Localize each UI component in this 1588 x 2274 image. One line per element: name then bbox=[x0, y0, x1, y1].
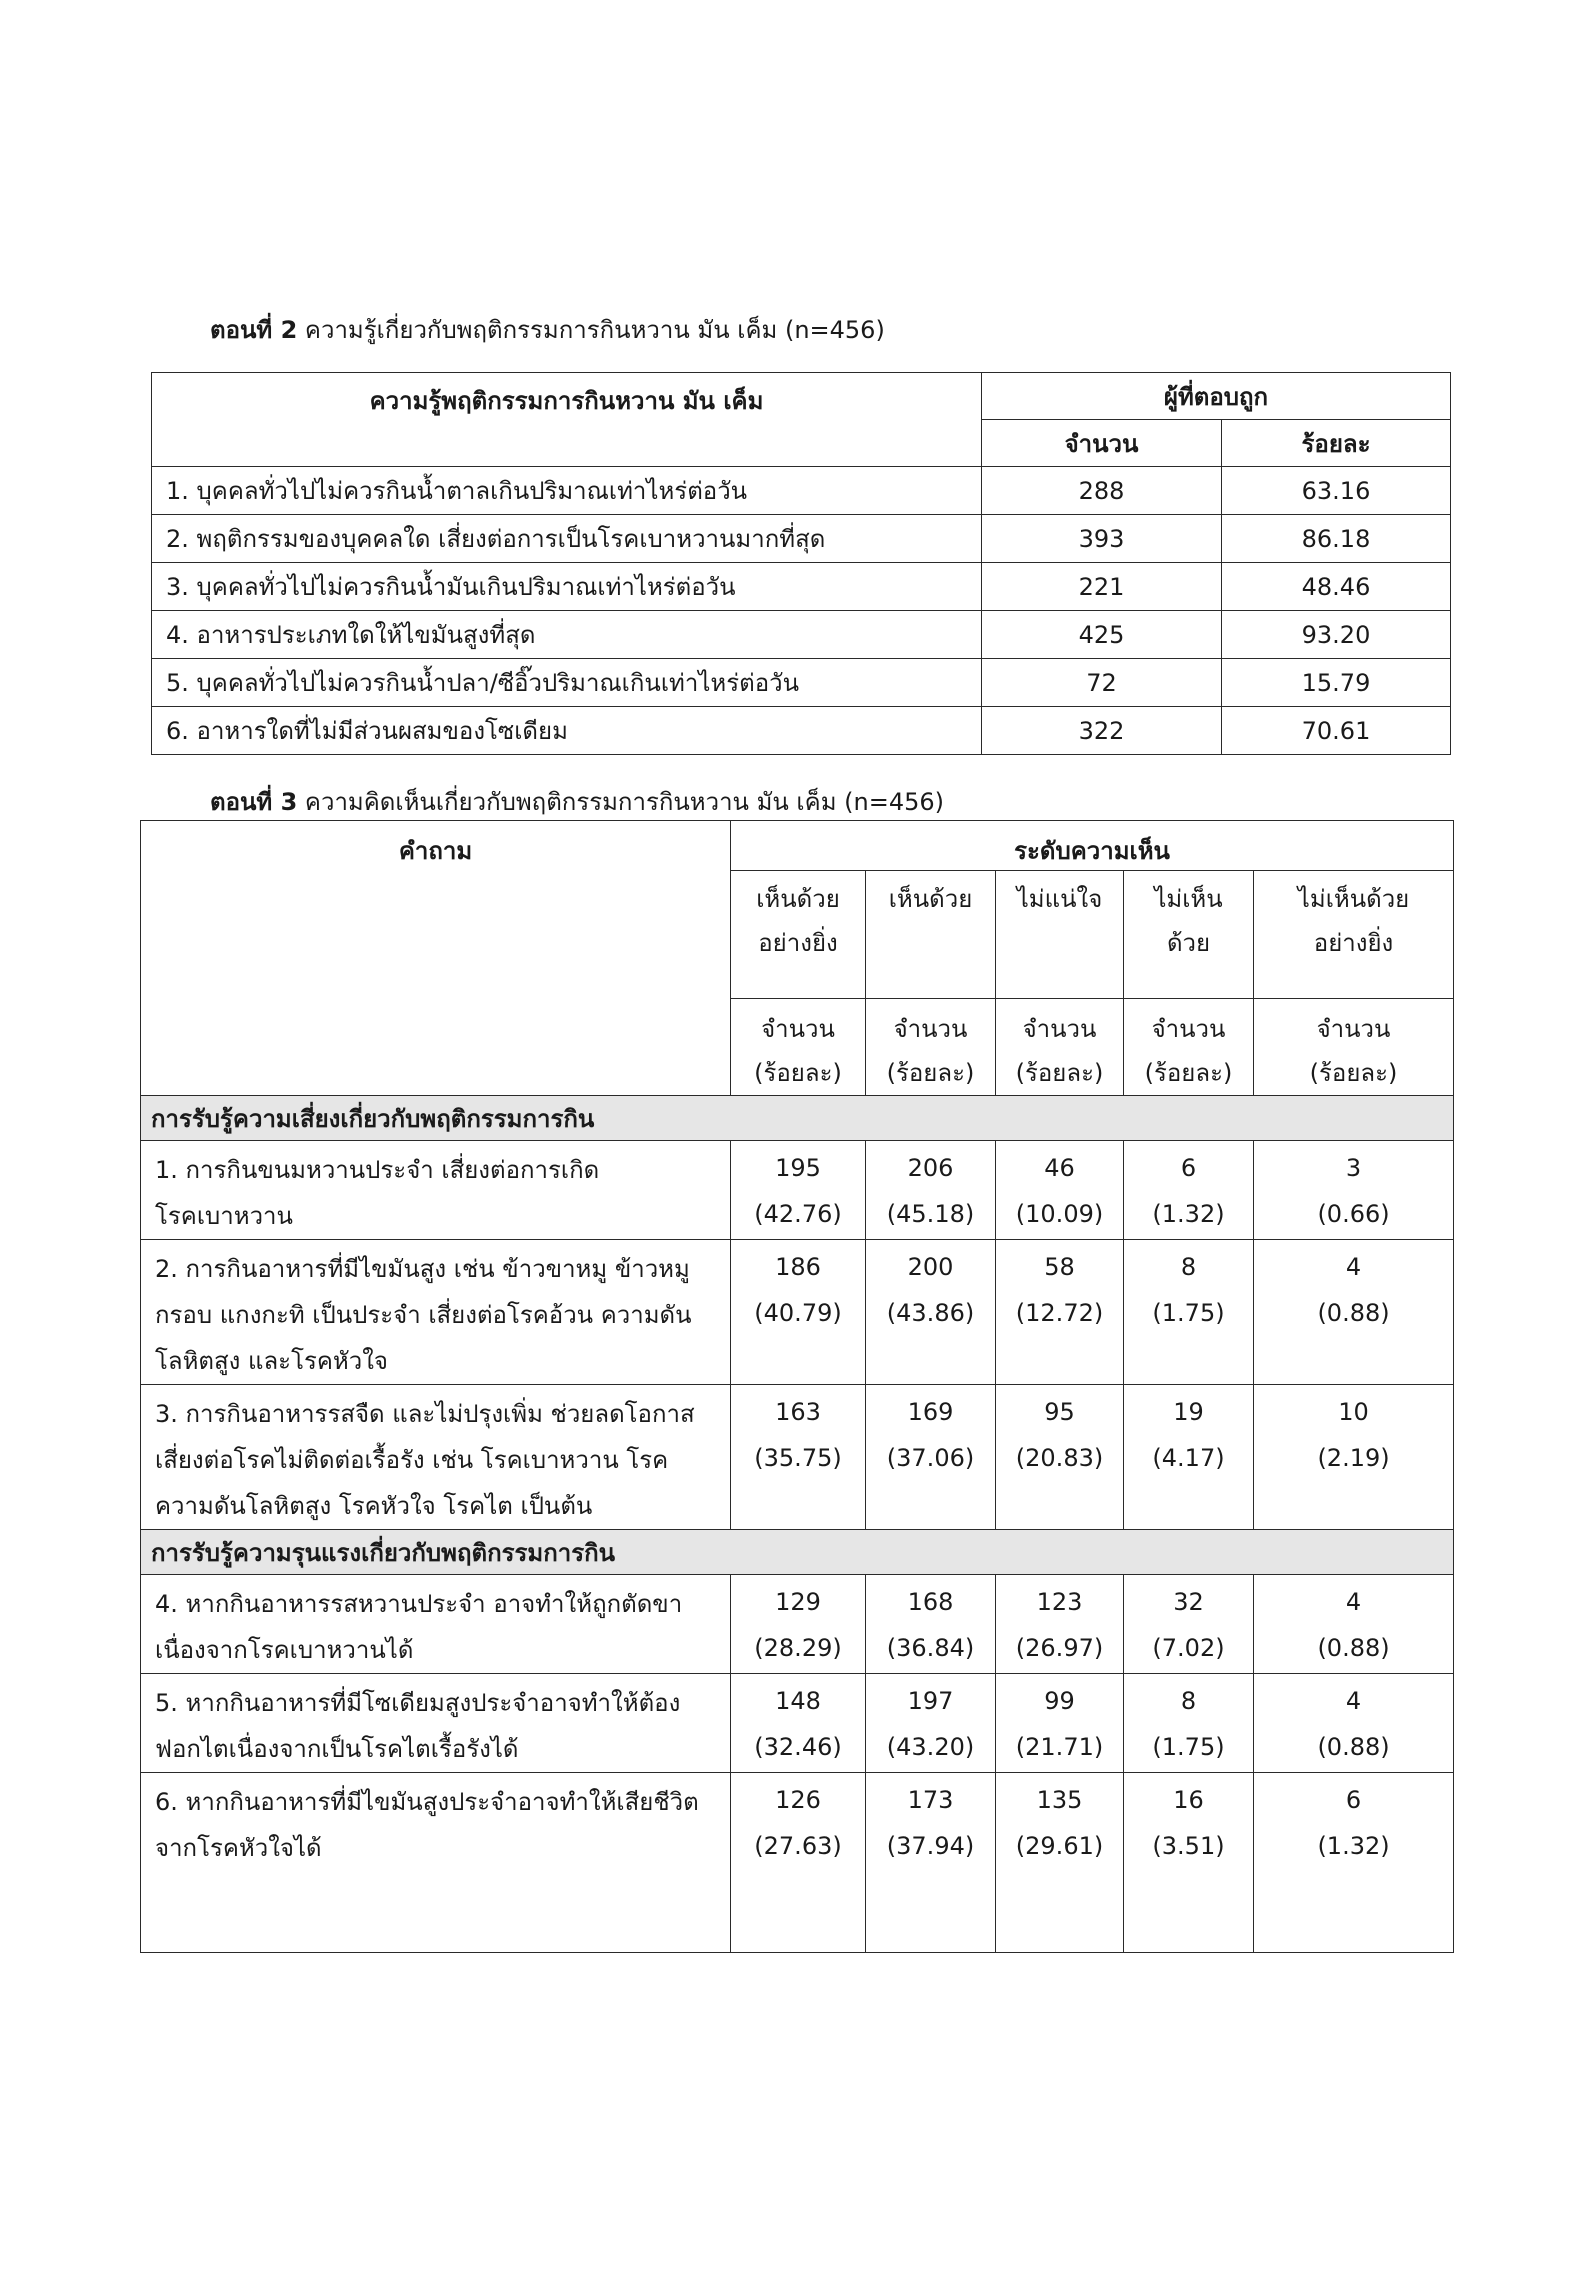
level-label-line1: ไม่เห็นด้วย bbox=[1297, 885, 1410, 913]
unit-header bbox=[996, 999, 1124, 1096]
opinion-cell bbox=[1124, 1385, 1254, 1530]
question-line: 1. การกินขนมหวานประจำ เสี่ยงต่อการเกิด bbox=[155, 1156, 600, 1184]
section-title: การรับรู้ความเสี่ยงเกี่ยวกับพฤติกรรมการกิน bbox=[141, 1096, 1454, 1141]
question-text: 3. บุคคลทั่วไปไม่ควรกินน้ำมันเกินปริมาณเท่าไหร่ต่อวัน bbox=[152, 563, 982, 611]
opinion-percent: (36.84) bbox=[886, 1634, 975, 1662]
opinion-cell bbox=[996, 1385, 1124, 1530]
question-line: 3. การกินอาหารรสจืด และไม่ปรุงเพิ่ม ช่วยลดโอกาส bbox=[155, 1400, 695, 1428]
question-line: โลหิตสูง และโรคหัวใจ bbox=[155, 1347, 388, 1375]
unit-percent: (ร้อยละ) bbox=[886, 1059, 975, 1087]
part3-caption bbox=[210, 782, 944, 821]
opinion-cell bbox=[996, 1773, 1124, 1953]
opinion-percent: (20.83) bbox=[1015, 1444, 1104, 1472]
header-level: ระดับความเห็น bbox=[731, 821, 1454, 871]
table-row bbox=[152, 611, 1451, 659]
unit-count: จำนวน bbox=[1022, 1015, 1097, 1043]
opinion-count: 168 bbox=[907, 1588, 954, 1616]
level-label-line1: ไม่แน่ใจ bbox=[1016, 885, 1103, 913]
question-line: 2. การกินอาหารที่มีไขมันสูง เช่น ข้าวขาหมู ข้าวหมู bbox=[155, 1255, 690, 1283]
opinion-count: 4 bbox=[1345, 1588, 1362, 1616]
opinion-cell bbox=[866, 1385, 996, 1530]
level-label-line1: เห็นด้วย bbox=[756, 885, 840, 913]
opinion-percent: (1.75) bbox=[1152, 1733, 1225, 1761]
table-row bbox=[141, 1141, 1454, 1240]
header-count: จำนวน bbox=[982, 420, 1222, 467]
opinion-cell bbox=[731, 1773, 866, 1953]
opinion-count: 8 bbox=[1180, 1687, 1197, 1715]
level-header bbox=[996, 871, 1124, 999]
section-title: การรับรู้ความรุนแรงเกี่ยวกับพฤติกรรมการกิน bbox=[141, 1530, 1454, 1575]
opinion-count: 99 bbox=[1044, 1687, 1075, 1715]
question-text: 1. บุคคลทั่วไปไม่ควรกินน้ำตาลเกินปริมาณเท่าไหร่ต่อวัน bbox=[152, 467, 982, 515]
part3-caption-text: ความคิดเห็นเกี่ยวกับพฤติกรรมการกินหวาน มัน เค็ม (n=456) bbox=[304, 788, 944, 816]
opinion-cell bbox=[731, 1575, 866, 1674]
opinion-cell bbox=[1124, 1141, 1254, 1240]
opinion-cell bbox=[866, 1575, 996, 1674]
opinion-cell bbox=[996, 1575, 1124, 1674]
opinion-count: 58 bbox=[1044, 1253, 1075, 1281]
opinion-percent: (43.20) bbox=[886, 1733, 975, 1761]
opinion-percent: (27.63) bbox=[754, 1832, 842, 1860]
table-row bbox=[152, 515, 1451, 563]
question-line: 5. หากกินอาหารที่มีโซเดียมสูงประจำอาจทำให้ต้อง bbox=[155, 1689, 681, 1717]
level-header bbox=[866, 871, 996, 999]
question-text bbox=[141, 1385, 731, 1530]
question-text: 5. บุคคลทั่วไปไม่ควรกินน้ำปลา/ซีอิ๊วปริมาณเกินเท่าไหร่ต่อวัน bbox=[152, 659, 982, 707]
level-header bbox=[1254, 871, 1454, 999]
percent-value: 15.79 bbox=[1222, 659, 1451, 707]
question-line: เสี่ยงต่อโรคไม่ติดต่อเรื้อรัง เช่น โรคเบาหวาน โรค bbox=[155, 1446, 669, 1474]
level-label-line2: อย่างยิ่ง bbox=[758, 929, 838, 957]
unit-count: จำนวน bbox=[893, 1015, 968, 1043]
level-label-line1: ไม่เห็น bbox=[1154, 885, 1223, 913]
opinion-percent: (1.32) bbox=[1152, 1200, 1225, 1228]
opinion-percent: (10.09) bbox=[1015, 1200, 1104, 1228]
question-line: ความดันโลหิตสูง โรคหัวใจ โรคไต เป็นต้น bbox=[155, 1492, 593, 1520]
opinion-count: 186 bbox=[775, 1253, 821, 1281]
opinion-percent: (43.86) bbox=[886, 1299, 975, 1327]
question-line: 4. หากกินอาหารรสหวานประจำ อาจทำให้ถูกตัดขา bbox=[155, 1590, 683, 1618]
table-row bbox=[152, 467, 1451, 515]
opinion-percent: (42.76) bbox=[754, 1200, 842, 1228]
opinion-cell bbox=[731, 1385, 866, 1530]
question-text bbox=[141, 1575, 731, 1674]
level-label-line2: อย่างยิ่ง bbox=[1313, 929, 1394, 957]
question-line: จากโรคหัวใจได้ bbox=[155, 1834, 322, 1862]
opinion-count: 6 bbox=[1345, 1786, 1362, 1814]
question-line: โรคเบาหวาน bbox=[155, 1202, 293, 1230]
opinion-count: 19 bbox=[1173, 1398, 1204, 1426]
question-line: ฟอกไตเนื่องจากเป็นโรคไตเรื้อรังได้ bbox=[155, 1735, 519, 1763]
percent-value: 93.20 bbox=[1222, 611, 1451, 659]
opinion-percent: (3.51) bbox=[1152, 1832, 1225, 1860]
opinion-percent: (0.66) bbox=[1317, 1200, 1390, 1228]
opinion-count: 10 bbox=[1338, 1398, 1369, 1426]
opinion-table bbox=[140, 820, 1454, 1953]
question-text bbox=[141, 1141, 731, 1240]
table-row bbox=[141, 1385, 1454, 1530]
question-text: 4. อาหารประเภทใดให้ไขมันสูงที่สุด bbox=[152, 611, 982, 659]
opinion-percent: (26.97) bbox=[1015, 1634, 1104, 1662]
percent-value: 86.18 bbox=[1222, 515, 1451, 563]
opinion-percent: (0.88) bbox=[1317, 1733, 1390, 1761]
count-value: 393 bbox=[982, 515, 1222, 563]
question-text bbox=[141, 1240, 731, 1385]
opinion-count: 32 bbox=[1173, 1588, 1204, 1616]
unit-count: จำนวน bbox=[1151, 1015, 1226, 1043]
opinion-percent: (32.46) bbox=[754, 1733, 842, 1761]
question-text bbox=[141, 1674, 731, 1773]
question-line: 6. หากกินอาหารที่มีไขมันสูงประจำอาจทำให้เสียชีวิต bbox=[155, 1788, 699, 1816]
opinion-cell bbox=[1124, 1575, 1254, 1674]
opinion-count: 126 bbox=[775, 1786, 821, 1814]
opinion-count: 197 bbox=[907, 1687, 954, 1715]
level-label-line2: ด้วย bbox=[1166, 929, 1211, 957]
opinion-count: 6 bbox=[1180, 1154, 1197, 1182]
opinion-percent: (37.06) bbox=[886, 1444, 975, 1472]
opinion-percent: (12.72) bbox=[1015, 1299, 1104, 1327]
opinion-count: 4 bbox=[1345, 1687, 1362, 1715]
header-correct: ผู้ที่ตอบถูก bbox=[982, 373, 1451, 420]
opinion-cell bbox=[996, 1674, 1124, 1773]
opinion-cell bbox=[1254, 1141, 1454, 1240]
opinion-percent: (1.75) bbox=[1152, 1299, 1225, 1327]
count-value: 288 bbox=[982, 467, 1222, 515]
opinion-percent: (35.75) bbox=[754, 1444, 842, 1472]
opinion-count: 148 bbox=[775, 1687, 821, 1715]
opinion-cell bbox=[1254, 1575, 1454, 1674]
unit-header bbox=[731, 999, 866, 1096]
opinion-count: 169 bbox=[907, 1398, 954, 1426]
opinion-cell bbox=[866, 1141, 996, 1240]
opinion-count: 123 bbox=[1036, 1588, 1083, 1616]
opinion-count: 206 bbox=[907, 1154, 954, 1182]
unit-header bbox=[1124, 999, 1254, 1096]
unit-count: จำนวน bbox=[761, 1015, 835, 1043]
opinion-percent: (45.18) bbox=[886, 1200, 975, 1228]
percent-value: 70.61 bbox=[1222, 707, 1451, 755]
opinion-cell bbox=[1254, 1385, 1454, 1530]
opinion-cell bbox=[996, 1240, 1124, 1385]
opinion-count: 3 bbox=[1345, 1154, 1362, 1182]
opinion-count: 135 bbox=[1036, 1786, 1083, 1814]
level-header bbox=[1124, 871, 1254, 999]
unit-header bbox=[866, 999, 996, 1096]
opinion-percent: (29.61) bbox=[1015, 1832, 1104, 1860]
opinion-count: 4 bbox=[1345, 1253, 1362, 1281]
header-knowledge: ความรู้พฤติกรรมการกินหวาน มัน เค็ม bbox=[152, 373, 982, 467]
opinion-cell bbox=[1254, 1773, 1454, 1953]
opinion-cell bbox=[866, 1240, 996, 1385]
part3-caption-label: ตอนที่ 3 bbox=[210, 788, 298, 816]
opinion-percent: (7.02) bbox=[1152, 1634, 1225, 1662]
table-row bbox=[141, 1240, 1454, 1385]
unit-percent: (ร้อยละ) bbox=[754, 1059, 842, 1087]
count-value: 221 bbox=[982, 563, 1222, 611]
opinion-percent: (28.29) bbox=[754, 1634, 842, 1662]
section-row bbox=[141, 1530, 1454, 1575]
question-text: 6. อาหารใดที่ไม่มีส่วนผสมของโซเดียม bbox=[152, 707, 982, 755]
opinion-count: 173 bbox=[907, 1786, 954, 1814]
unit-count: จำนวน bbox=[1316, 1015, 1391, 1043]
opinion-percent: (2.19) bbox=[1317, 1444, 1390, 1472]
opinion-percent: (0.88) bbox=[1317, 1299, 1390, 1327]
percent-value: 48.46 bbox=[1222, 563, 1451, 611]
percent-value: 63.16 bbox=[1222, 467, 1451, 515]
count-value: 322 bbox=[982, 707, 1222, 755]
part2-caption-text: ความรู้เกี่ยวกับพฤติกรรมการกินหวาน มัน เค็ม (n=456) bbox=[304, 316, 885, 344]
header-question: คำถาม bbox=[141, 821, 731, 1096]
count-value: 72 bbox=[982, 659, 1222, 707]
opinion-cell bbox=[731, 1674, 866, 1773]
opinion-percent: (0.88) bbox=[1317, 1634, 1390, 1662]
opinion-cell bbox=[1254, 1674, 1454, 1773]
opinion-percent: (1.32) bbox=[1317, 1832, 1390, 1860]
unit-percent: (ร้อยละ) bbox=[1309, 1059, 1398, 1087]
opinion-cell bbox=[731, 1141, 866, 1240]
opinion-count: 8 bbox=[1180, 1253, 1197, 1281]
opinion-count: 16 bbox=[1173, 1786, 1204, 1814]
section-row bbox=[141, 1096, 1454, 1141]
opinion-percent: (4.17) bbox=[1152, 1444, 1225, 1472]
table-row bbox=[141, 1674, 1454, 1773]
opinion-cell bbox=[1124, 1773, 1254, 1953]
level-header bbox=[731, 871, 866, 999]
opinion-count: 195 bbox=[775, 1154, 821, 1182]
opinion-cell bbox=[1124, 1674, 1254, 1773]
question-text: 2. พฤติกรรมของบุคคลใด เสี่ยงต่อการเป็นโรคเบาหวานมากที่สุด bbox=[152, 515, 982, 563]
opinion-cell bbox=[996, 1141, 1124, 1240]
table-row bbox=[152, 563, 1451, 611]
level-label-line1: เห็นด้วย bbox=[888, 885, 973, 913]
opinion-cell bbox=[866, 1674, 996, 1773]
question-text bbox=[141, 1773, 731, 1953]
opinion-cell bbox=[1124, 1240, 1254, 1385]
opinion-cell bbox=[1254, 1240, 1454, 1385]
opinion-cell bbox=[866, 1773, 996, 1953]
header-percent: ร้อยละ bbox=[1222, 420, 1451, 467]
part2-caption bbox=[210, 310, 885, 349]
unit-header bbox=[1254, 999, 1454, 1096]
count-value: 425 bbox=[982, 611, 1222, 659]
question-line: เนื่องจากโรคเบาหวานได้ bbox=[155, 1636, 414, 1664]
opinion-count: 200 bbox=[907, 1253, 954, 1281]
table-row bbox=[141, 1575, 1454, 1674]
knowledge-table bbox=[151, 372, 1451, 755]
part2-caption-label: ตอนที่ 2 bbox=[210, 316, 298, 344]
table-row bbox=[152, 707, 1451, 755]
opinion-count: 163 bbox=[775, 1398, 821, 1426]
opinion-count: 46 bbox=[1044, 1154, 1075, 1182]
table-row bbox=[152, 659, 1451, 707]
opinion-count: 95 bbox=[1044, 1398, 1075, 1426]
opinion-percent: (37.94) bbox=[886, 1832, 975, 1860]
question-line: กรอบ แกงกะทิ เป็นประจำ เสี่ยงต่อโรคอ้วน ความดัน bbox=[155, 1301, 692, 1329]
opinion-count: 129 bbox=[775, 1588, 821, 1616]
unit-percent: (ร้อยละ) bbox=[1015, 1059, 1104, 1087]
opinion-percent: (21.71) bbox=[1015, 1733, 1104, 1761]
table-row bbox=[141, 1773, 1454, 1953]
opinion-cell bbox=[731, 1240, 866, 1385]
unit-percent: (ร้อยละ) bbox=[1144, 1059, 1233, 1087]
opinion-percent: (40.79) bbox=[754, 1299, 842, 1327]
